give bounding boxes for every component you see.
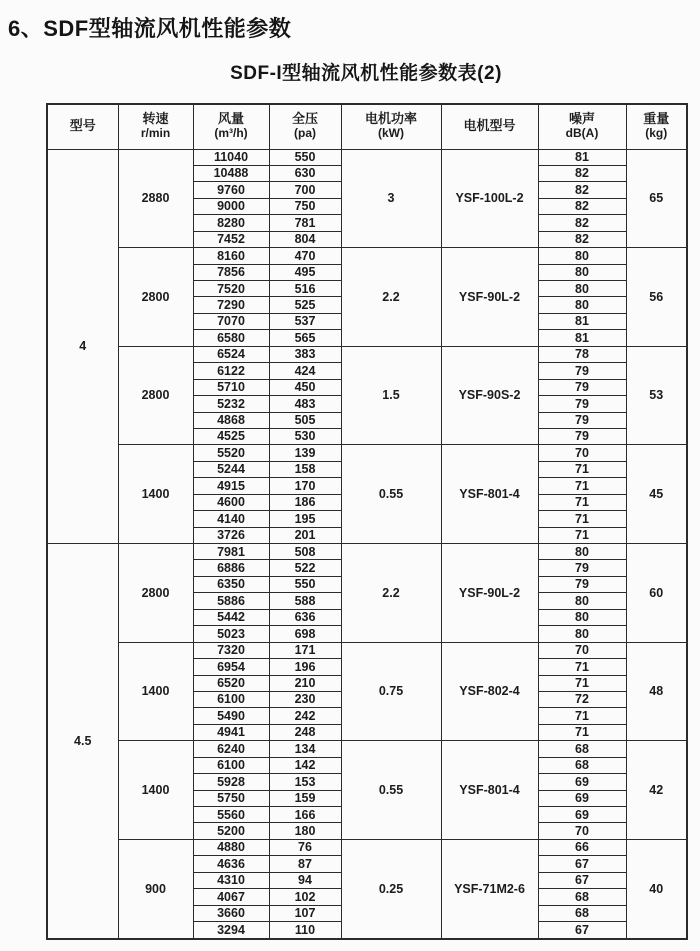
pressure-cell: 698 [269, 626, 341, 642]
col-header-airflow-unit: (m³/h) [214, 126, 248, 141]
pressure-cell: 516 [269, 281, 341, 297]
airflow-cell: 5023 [193, 626, 269, 642]
noise-cell: 67 [538, 872, 626, 888]
noise-cell: 79 [538, 560, 626, 576]
noise-cell: 79 [538, 412, 626, 428]
col-header-airflow [193, 104, 269, 149]
airflow-cell: 6240 [193, 741, 269, 757]
pressure-cell: 166 [269, 807, 341, 823]
airflow-cell: 5560 [193, 807, 269, 823]
pressure-cell: 210 [269, 675, 341, 691]
airflow-cell: 5928 [193, 774, 269, 790]
speed-cell: 2880 [118, 149, 193, 248]
noise-cell: 71 [538, 724, 626, 740]
noise-cell: 81 [538, 313, 626, 329]
pressure-cell: 110 [269, 922, 341, 939]
speed-cell: 1400 [118, 741, 193, 840]
noise-cell: 68 [538, 889, 626, 905]
noise-cell: 82 [538, 182, 626, 198]
col-header-noise-label: 噪声 [568, 111, 595, 127]
speed-cell: 1400 [118, 445, 193, 544]
power-cell: 0.55 [341, 445, 441, 544]
noise-cell: 70 [538, 823, 626, 839]
pressure-cell: 201 [269, 527, 341, 543]
airflow-cell: 4600 [193, 494, 269, 510]
speed-cell: 2800 [118, 346, 193, 445]
noise-cell: 71 [538, 511, 626, 527]
power-cell: 0.25 [341, 839, 441, 939]
noise-cell: 68 [538, 757, 626, 773]
noise-cell: 71 [538, 478, 626, 494]
airflow-cell: 4880 [193, 839, 269, 855]
noise-cell: 79 [538, 379, 626, 395]
pressure-cell: 530 [269, 428, 341, 444]
noise-cell: 71 [538, 675, 626, 691]
noise-cell: 66 [538, 839, 626, 855]
airflow-cell: 9760 [193, 182, 269, 198]
header-row [47, 104, 687, 149]
table-title: SDF-I型轴流风机性能参数表(2) [230, 63, 502, 84]
motor-cell: YSF-90L-2 [441, 544, 538, 643]
noise-cell: 79 [538, 576, 626, 592]
airflow-cell: 6580 [193, 330, 269, 346]
col-header-motor [441, 104, 538, 149]
pressure-cell: 508 [269, 544, 341, 560]
pressure-cell: 550 [269, 149, 341, 165]
motor-cell: YSF-90S-2 [441, 346, 538, 445]
noise-cell: 80 [538, 593, 626, 609]
pressure-cell: 700 [269, 182, 341, 198]
pressure-cell: 470 [269, 248, 341, 264]
noise-cell: 81 [538, 330, 626, 346]
noise-cell: 79 [538, 363, 626, 379]
table-row [47, 741, 687, 757]
pressure-cell: 107 [269, 905, 341, 921]
noise-cell: 68 [538, 741, 626, 757]
pressure-cell: 505 [269, 412, 341, 428]
pressure-cell: 186 [269, 494, 341, 510]
weight-cell: 53 [626, 346, 687, 445]
pressure-cell: 483 [269, 396, 341, 412]
table-row [47, 346, 687, 362]
airflow-cell: 7452 [193, 231, 269, 247]
col-header-model [47, 104, 118, 149]
pressure-cell: 242 [269, 708, 341, 724]
airflow-cell: 4868 [193, 412, 269, 428]
pressure-cell: 195 [269, 511, 341, 527]
airflow-cell: 4310 [193, 872, 269, 888]
table-row [47, 839, 687, 855]
airflow-cell: 6100 [193, 757, 269, 773]
table-row [47, 544, 687, 560]
airflow-cell: 5200 [193, 823, 269, 839]
col-header-power [341, 104, 441, 149]
airflow-cell: 3726 [193, 527, 269, 543]
col-header-weight-label: 重量 [643, 111, 670, 127]
weight-cell: 48 [626, 642, 687, 741]
col-header-weight [626, 104, 687, 149]
pressure-cell: 102 [269, 889, 341, 905]
airflow-cell: 4525 [193, 428, 269, 444]
speed-cell: 2800 [118, 248, 193, 347]
airflow-cell: 7981 [193, 544, 269, 560]
airflow-cell: 8280 [193, 215, 269, 231]
pressure-cell: 196 [269, 659, 341, 675]
noise-cell: 71 [538, 659, 626, 675]
airflow-cell: 7520 [193, 281, 269, 297]
pressure-cell: 525 [269, 297, 341, 313]
pressure-cell: 522 [269, 560, 341, 576]
airflow-cell: 11040 [193, 149, 269, 165]
noise-cell: 82 [538, 231, 626, 247]
noise-cell: 82 [538, 198, 626, 214]
airflow-cell: 7070 [193, 313, 269, 329]
col-header-weight-unit: (kg) [645, 126, 668, 141]
airflow-cell: 6122 [193, 363, 269, 379]
noise-cell: 69 [538, 774, 626, 790]
pressure-cell: 139 [269, 445, 341, 461]
noise-cell: 67 [538, 922, 626, 939]
col-header-speed-unit: r/min [140, 126, 171, 141]
noise-cell: 80 [538, 297, 626, 313]
pressure-cell: 94 [269, 872, 341, 888]
pressure-cell: 588 [269, 593, 341, 609]
pressure-cell: 383 [269, 346, 341, 362]
airflow-cell: 4941 [193, 724, 269, 740]
motor-cell: YSF-801-4 [441, 445, 538, 544]
col-header-speed-label: 转速 [142, 111, 169, 127]
pressure-cell: 804 [269, 231, 341, 247]
noise-cell: 80 [538, 609, 626, 625]
pressure-cell: 142 [269, 757, 341, 773]
noise-cell: 68 [538, 905, 626, 921]
motor-cell: YSF-100L-2 [441, 149, 538, 248]
model-cell: 4.5 [47, 544, 118, 940]
airflow-cell: 5490 [193, 708, 269, 724]
noise-cell: 80 [538, 626, 626, 642]
col-header-airflow-label: 风量 [217, 111, 244, 127]
airflow-cell: 4140 [193, 511, 269, 527]
motor-cell: YSF-71M2-6 [441, 839, 538, 939]
col-header-speed [118, 104, 193, 149]
pressure-cell: 87 [269, 856, 341, 872]
pressure-cell: 450 [269, 379, 341, 395]
weight-cell: 60 [626, 544, 687, 643]
airflow-cell: 5886 [193, 593, 269, 609]
airflow-cell: 3294 [193, 922, 269, 939]
weight-cell: 56 [626, 248, 687, 347]
airflow-cell: 8160 [193, 248, 269, 264]
airflow-cell: 7320 [193, 642, 269, 658]
col-header-pressure-label: 全压 [291, 111, 318, 127]
pressure-cell: 750 [269, 198, 341, 214]
col-header-pressure [269, 104, 341, 149]
pressure-cell: 495 [269, 264, 341, 280]
pressure-cell: 158 [269, 461, 341, 477]
airflow-cell: 4636 [193, 856, 269, 872]
pressure-cell: 781 [269, 215, 341, 231]
airflow-cell: 5750 [193, 790, 269, 806]
col-header-noise [538, 104, 626, 149]
airflow-cell: 5442 [193, 609, 269, 625]
noise-cell: 67 [538, 856, 626, 872]
airflow-cell: 4915 [193, 478, 269, 494]
noise-cell: 71 [538, 527, 626, 543]
performance-table [46, 103, 688, 940]
pressure-cell: 134 [269, 741, 341, 757]
weight-cell: 45 [626, 445, 687, 544]
col-header-motor-label: 电机型号 [463, 118, 516, 134]
noise-cell: 79 [538, 396, 626, 412]
noise-cell: 82 [538, 215, 626, 231]
pressure-cell: 565 [269, 330, 341, 346]
noise-cell: 81 [538, 149, 626, 165]
motor-cell: YSF-802-4 [441, 642, 538, 741]
noise-cell: 80 [538, 544, 626, 560]
noise-cell: 69 [538, 790, 626, 806]
airflow-cell: 6954 [193, 659, 269, 675]
noise-cell: 80 [538, 281, 626, 297]
table-header [47, 104, 687, 149]
airflow-cell: 6100 [193, 691, 269, 707]
pressure-cell: 424 [269, 363, 341, 379]
noise-cell: 70 [538, 445, 626, 461]
power-cell: 0.55 [341, 741, 441, 840]
pressure-cell: 170 [269, 478, 341, 494]
col-header-power-label: 电机功率 [364, 111, 417, 127]
noise-cell: 78 [538, 346, 626, 362]
table-row [47, 445, 687, 461]
speed-cell: 900 [118, 839, 193, 939]
airflow-cell: 5520 [193, 445, 269, 461]
noise-cell: 80 [538, 248, 626, 264]
speed-cell: 2800 [118, 544, 193, 643]
pressure-cell: 537 [269, 313, 341, 329]
motor-cell: YSF-90L-2 [441, 248, 538, 347]
airflow-cell: 5710 [193, 379, 269, 395]
table-row [47, 248, 687, 264]
pressure-cell: 159 [269, 790, 341, 806]
noise-cell: 69 [538, 807, 626, 823]
pressure-cell: 550 [269, 576, 341, 592]
weight-cell: 40 [626, 839, 687, 939]
col-header-power-unit: (kW) [378, 126, 404, 141]
power-cell: 0.75 [341, 642, 441, 741]
table-row [47, 642, 687, 658]
pressure-cell: 171 [269, 642, 341, 658]
page-title: 6、SDF型轴流风机性能参数 [8, 16, 292, 41]
airflow-cell: 7856 [193, 264, 269, 280]
airflow-cell: 5244 [193, 461, 269, 477]
weight-cell: 42 [626, 741, 687, 840]
pressure-cell: 180 [269, 823, 341, 839]
noise-cell: 72 [538, 691, 626, 707]
airflow-cell: 4067 [193, 889, 269, 905]
noise-cell: 71 [538, 708, 626, 724]
airflow-cell: 3660 [193, 905, 269, 921]
col-header-pressure-unit: (pa) [294, 126, 316, 141]
pressure-cell: 630 [269, 165, 341, 181]
pressure-cell: 230 [269, 691, 341, 707]
speed-cell: 1400 [118, 642, 193, 741]
noise-cell: 79 [538, 428, 626, 444]
model-cell: 4 [47, 149, 118, 544]
pressure-cell: 76 [269, 839, 341, 855]
noise-cell: 71 [538, 494, 626, 510]
col-header-noise-unit: dB(A) [565, 126, 599, 141]
col-header-model-label: 型号 [69, 118, 96, 134]
pressure-cell: 153 [269, 774, 341, 790]
airflow-cell: 10488 [193, 165, 269, 181]
power-cell: 1.5 [341, 346, 441, 445]
airflow-cell: 6524 [193, 346, 269, 362]
noise-cell: 71 [538, 461, 626, 477]
airflow-cell: 9000 [193, 198, 269, 214]
pressure-cell: 248 [269, 724, 341, 740]
airflow-cell: 7290 [193, 297, 269, 313]
power-cell: 3 [341, 149, 441, 248]
table-body [47, 149, 687, 939]
power-cell: 2.2 [341, 544, 441, 643]
airflow-cell: 6886 [193, 560, 269, 576]
pressure-cell: 636 [269, 609, 341, 625]
table-row [47, 149, 687, 165]
noise-cell: 82 [538, 165, 626, 181]
noise-cell: 70 [538, 642, 626, 658]
airflow-cell: 6520 [193, 675, 269, 691]
power-cell: 2.2 [341, 248, 441, 347]
motor-cell: YSF-801-4 [441, 741, 538, 840]
airflow-cell: 5232 [193, 396, 269, 412]
airflow-cell: 6350 [193, 576, 269, 592]
noise-cell: 80 [538, 264, 626, 280]
weight-cell: 65 [626, 149, 687, 248]
